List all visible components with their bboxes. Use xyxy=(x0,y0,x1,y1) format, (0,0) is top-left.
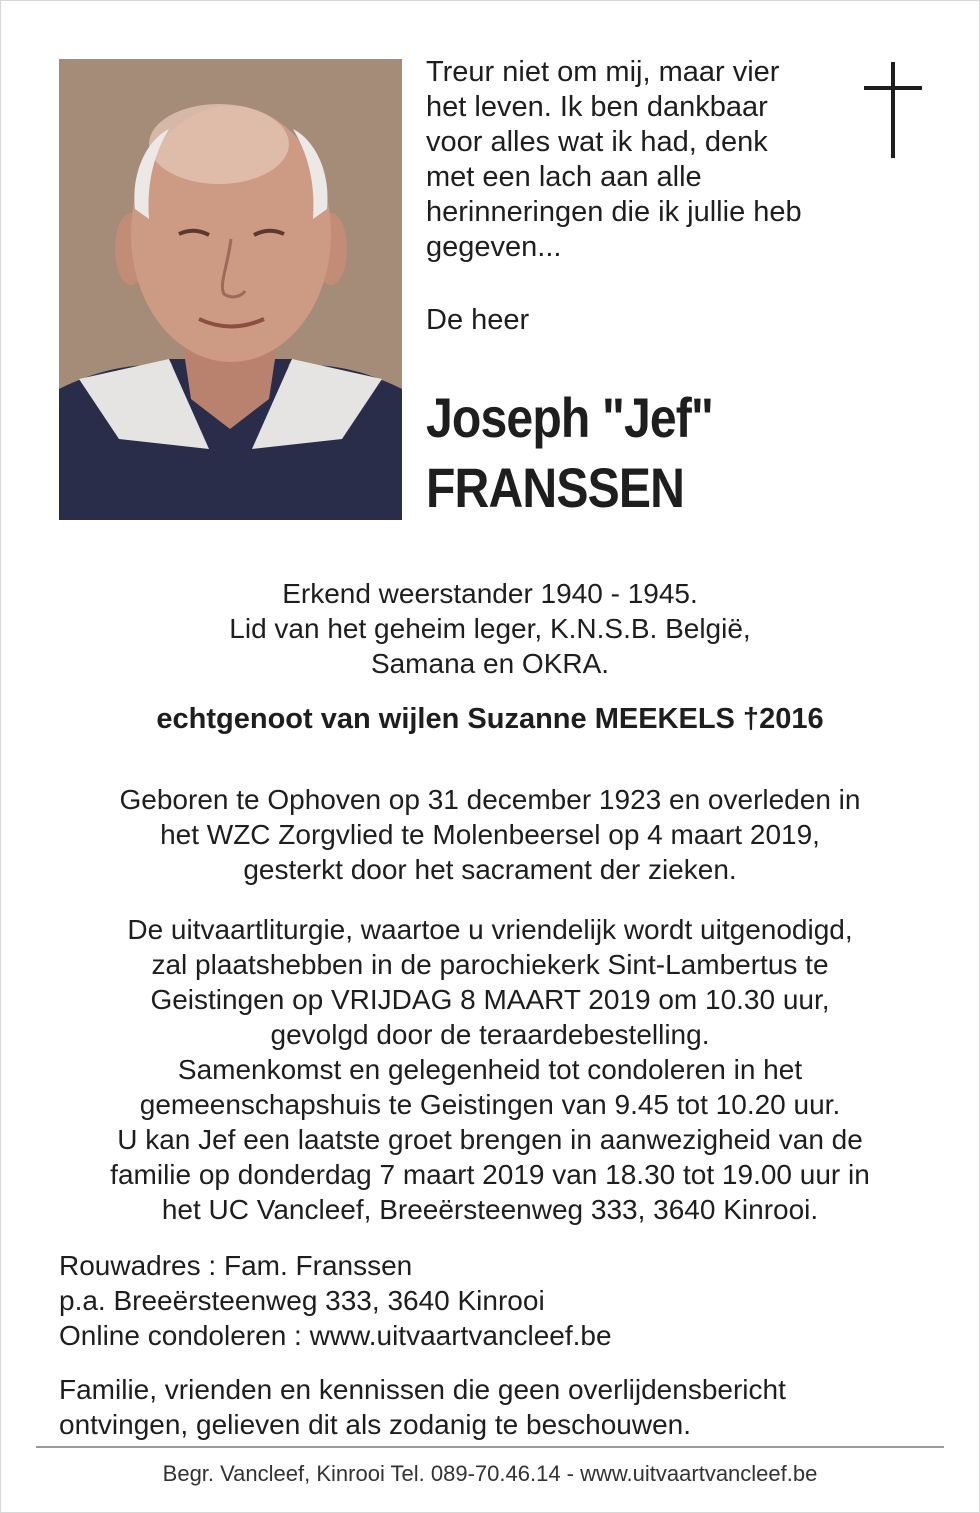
deceased-name xyxy=(426,383,813,523)
portrait-photo xyxy=(59,59,402,520)
funeral-home-footer: Begr. Vancleef, Kinrooi Tel. 089-70.46.14 - www.uitvaartvancleef.be xyxy=(162,1461,818,1486)
poem xyxy=(426,55,846,265)
liturgy-line: Samenkomst en gelegenheid tot condoleren in het xyxy=(177,1054,803,1085)
affiliation-line: Lid van het geheim leger, K.N.S.B. België, xyxy=(229,613,751,644)
notice-line: Familie, vrienden en kennissen die geen overlijdensbericht xyxy=(59,1374,786,1405)
salutation: De heer xyxy=(426,304,530,336)
notice xyxy=(59,1372,939,1442)
deceased-name-last: FRANSSEN xyxy=(426,456,685,519)
liturgy-line: zal plaatshebben in de parochiekerk Sint-Lambertus te xyxy=(151,949,829,980)
liturgy-line: gevolgd door de teraardebestelling. xyxy=(270,1019,710,1050)
affiliation-line: Erkend weerstander 1940 - 1945. xyxy=(282,578,698,609)
birth-death-line: het WZC Zorgvlied te Molenbeersel op 4 maart 2019, xyxy=(160,819,820,850)
birth-death-line: Geboren te Ophoven op 31 december 1923 en overleden in xyxy=(119,784,861,815)
footer-divider xyxy=(36,1446,944,1448)
poem-line: Treur niet om mij, maar vier xyxy=(426,56,780,88)
liturgy-line: gemeenschapshuis te Geistingen van 9.45 tot 10.20 uur. xyxy=(139,1089,841,1120)
poem-line: met een lach aan alle xyxy=(426,161,702,193)
liturgy-line: familie op donderdag 7 maart 2019 van 18.30 tot 19.00 uur in xyxy=(110,1159,870,1190)
affiliation-line: Samana en OKRA. xyxy=(370,648,610,679)
liturgy-line: De uitvaartliturgie, waartoe u vriendelijk wordt uitgenodigd, xyxy=(127,914,853,945)
liturgy-info xyxy=(30,912,950,1227)
birth-death-line: gesterkt door het sacrament der zieken. xyxy=(243,854,737,885)
affiliations xyxy=(30,576,950,681)
deceased-name-first: Joseph "Jef" xyxy=(426,386,713,449)
poem-line: voor alles wat ik had, denk xyxy=(426,126,768,158)
poem-line: gegeven... xyxy=(426,231,562,263)
notice-line: ontvingen, gelieven dit als zodanig te beschouwen. xyxy=(59,1409,691,1440)
address-line: Rouwadres : Fam. Franssen xyxy=(59,1250,413,1281)
portrait-illustration xyxy=(59,59,402,520)
latin-cross-icon xyxy=(864,62,922,158)
poem-line: herinneringen die ik jullie heb xyxy=(426,196,802,228)
birth-death-info xyxy=(30,782,950,887)
liturgy-line: het UC Vancleef, Breeërsteenweg 333, 3640 Kinrooi. xyxy=(161,1194,819,1225)
poem-line: het leven. Ik ben dankbaar xyxy=(426,91,768,123)
liturgy-line: Geistingen op VRIJDAG 8 MAART 2019 om 10.30 uur, xyxy=(150,984,830,1015)
liturgy-line: U kan Jef een laatste groet brengen in aanwezigheid van de xyxy=(117,1124,863,1155)
mourning-address xyxy=(59,1248,939,1353)
address-line: p.a. Breeërsteenweg 333, 3640 Kinrooi xyxy=(59,1285,545,1316)
spouse-line: echtgenoot van wijlen Suzanne MEEKELS †2016 xyxy=(156,703,824,735)
online-condolence-link[interactable]: Online condoleren : www.uitvaartvancleef.be xyxy=(59,1320,612,1351)
